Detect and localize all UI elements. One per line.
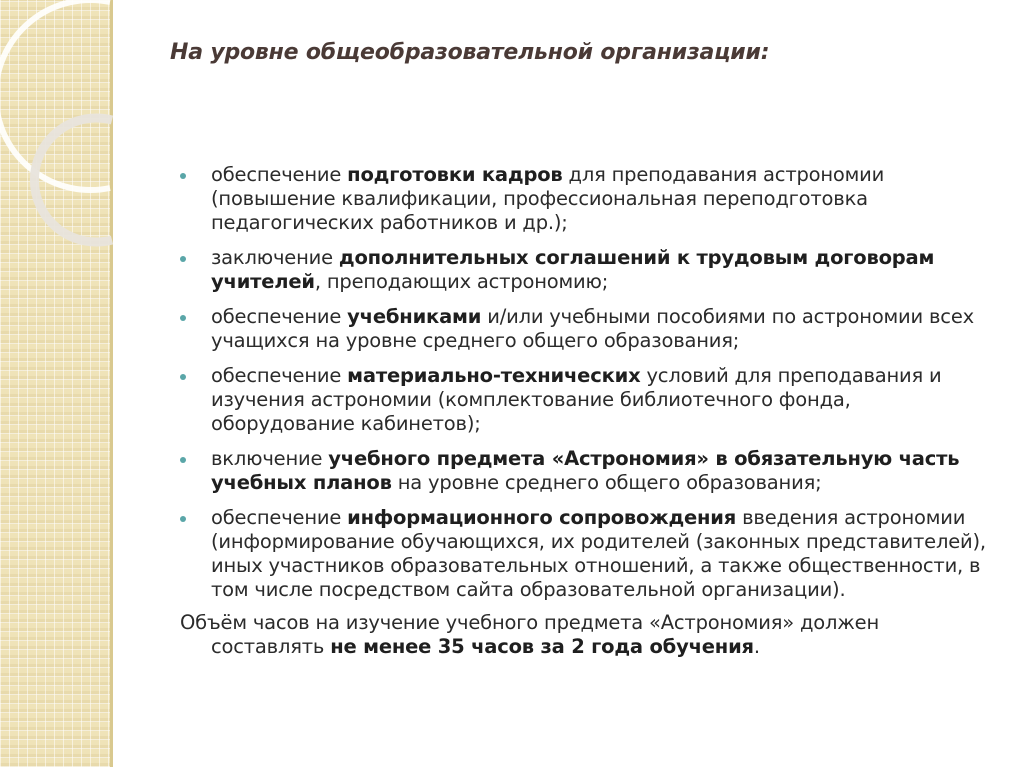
decorative-rings bbox=[0, 0, 130, 767]
slide-title: На уровне общеобразовательной организации: bbox=[170, 40, 770, 65]
bullet-list bbox=[180, 163, 1000, 602]
bullet-icon bbox=[180, 457, 186, 463]
hours-requirement bbox=[180, 611, 1000, 659]
bullet-icon bbox=[180, 173, 186, 179]
list-item: обеспечение материально-технических условий для преподавания и изучения астрономии (комплектование библиотечного фонда, оборудование кабинетов); bbox=[180, 364, 1000, 436]
hours-requirement-line2: составлять не менее 35 часов за 2 года обучения. bbox=[211, 635, 760, 658]
bullet-icon bbox=[180, 256, 186, 262]
list-item: заключение дополнительных соглашений к трудовым договорам учителей, преподающих астрономию; bbox=[180, 246, 1000, 294]
list-item: обеспечение учебниками и/или учебными пособиями по астрономии всех учащихся на уровне среднего общего образования; bbox=[180, 305, 1000, 353]
slide-body bbox=[180, 163, 1000, 659]
list-item: включение учебного предмета «Астрономия» в обязательную часть учебных планов на уровне среднего общего образования; bbox=[180, 447, 1000, 495]
list-item: обеспечение подготовки кадров для преподавания астрономии (повышение квалификации, профессиональная переподготовка педагогических работников и др.); bbox=[180, 163, 1000, 235]
bullet-icon bbox=[180, 315, 186, 321]
bullet-icon bbox=[180, 374, 186, 380]
hours-requirement-line1: Объём часов на изучение учебного предмета «Астрономия» должен bbox=[180, 611, 880, 634]
list-item: обеспечение информационного сопровождения введения астрономии (информирование обучающихся, их родителей (законных представителей), иных участников образовательных отношений, а также общественности, в том числе посредством сайта образовательной организации). bbox=[180, 506, 1000, 602]
bullet-icon bbox=[180, 516, 186, 522]
